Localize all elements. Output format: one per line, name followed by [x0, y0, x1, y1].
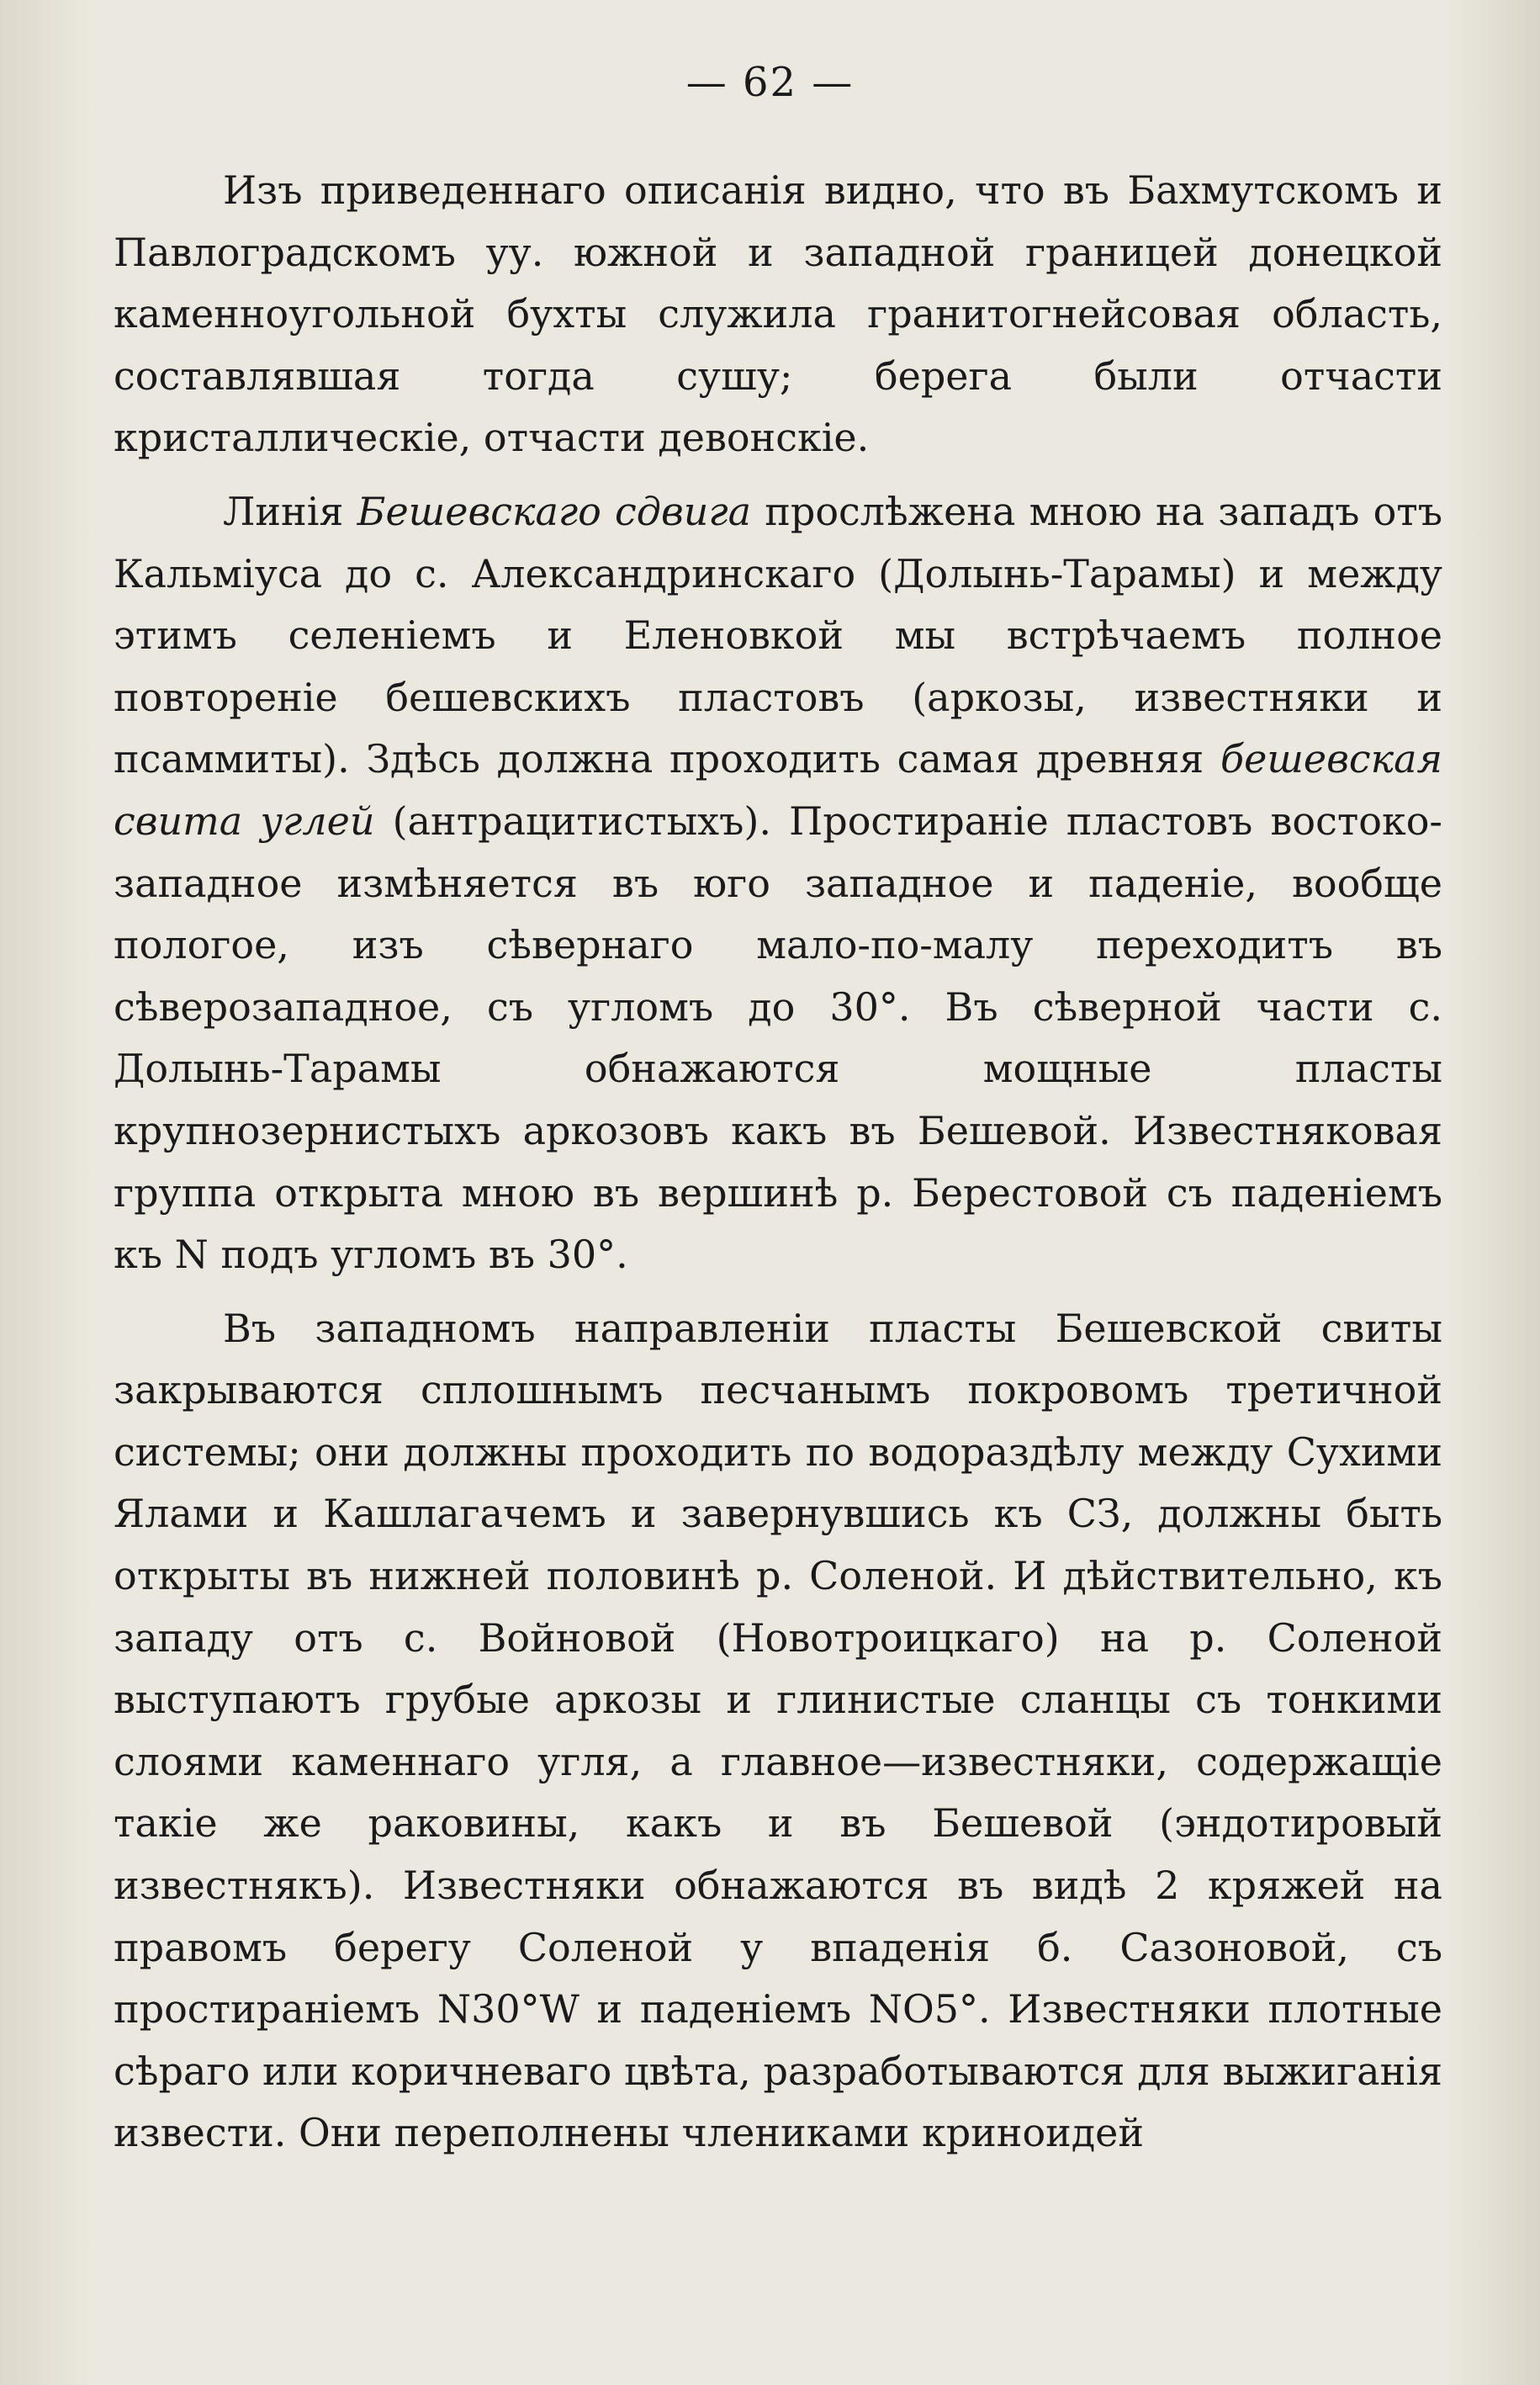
- paragraph-1: [114, 160, 1442, 469]
- italic-term-bershevsky-coal-suite: бешевская свита углей: [114, 736, 1442, 844]
- text-segment: Линія: [223, 488, 357, 534]
- italic-term-bershevsky-fault: Бешевскаго сдвига: [357, 488, 752, 534]
- page-number: — 62 —: [685, 59, 855, 106]
- paragraph-3: [114, 1298, 1442, 2165]
- text-segment: Въ западномъ направленіи пласты Бешевской свиты закрываются сплошнымъ песчанымъ покровомъ третичной системы; они должны проходить по водораздѣлу между Сухими Ялами и Кашлагачемъ и завернувшись къ СЗ, должны быть открыты въ нижней половинѣ р. Соленой. И дѣйствительно, къ западу отъ с. Войновой (Новотроицкаго) на р. Соленой выступаютъ грубые аркозы и глинистые сланцы съ тонкими слоями каменнаго угля, а главное—известняки, содержащіе такіе же раковины, какъ и въ Бешевой (эндотировый известнякъ). Известняки обнажаются въ видѣ 2 кряжей на правомъ берегу Соленой у впаденія б. Сазоновой, съ простираніемъ N30°W и паденіемъ NO5°. Известняки плотные сѣраго или коричневаго цвѣта, разработываются для выжиганія извести. Они переполнены члениками криноидей: [114, 1305, 1442, 2156]
- text-segment: (антрацитистыхъ). Простираніе пластовъ востоко-западное измѣняется въ юго западное и паденіе, вообще пологое, изъ сѣвернаго мало-по-малу переходитъ въ сѣверозападное, съ угломъ до 30°. Въ сѣверной части с. Долынь-Тарамы обнажаются мощные пласты крупнозернистыхъ аркозовъ какъ въ Бешевой. Известняковая группа открыта мною въ вершинѣ р. Берестовой съ паденіемъ къ N подъ угломъ въ 30°.: [114, 798, 1442, 1278]
- text-segment: прослѣжена мною на западъ отъ Кальміуса до с. Александринскаго (Долынь-Тарамы) и между этимъ селеніемъ и Еленовкой мы встрѣчаемъ полное повтореніе бешевскихъ пластовъ (аркозы, известняки и псаммиты). Здѣсь должна проходить самая древняя: [114, 488, 1443, 782]
- paragraph-2: [114, 481, 1442, 1286]
- text-segment: Изъ приведеннаго описанія видно, что въ Бахмутскомъ и Павлоградскомъ уу. южной и западной границей донецкой каменноугольной бухты служила гранитогнейсовая область, составлявшая тогда сушу; берега были отчасти кристаллическіе, отчасти девонскіе.: [114, 167, 1442, 461]
- body-text: [114, 160, 1442, 2165]
